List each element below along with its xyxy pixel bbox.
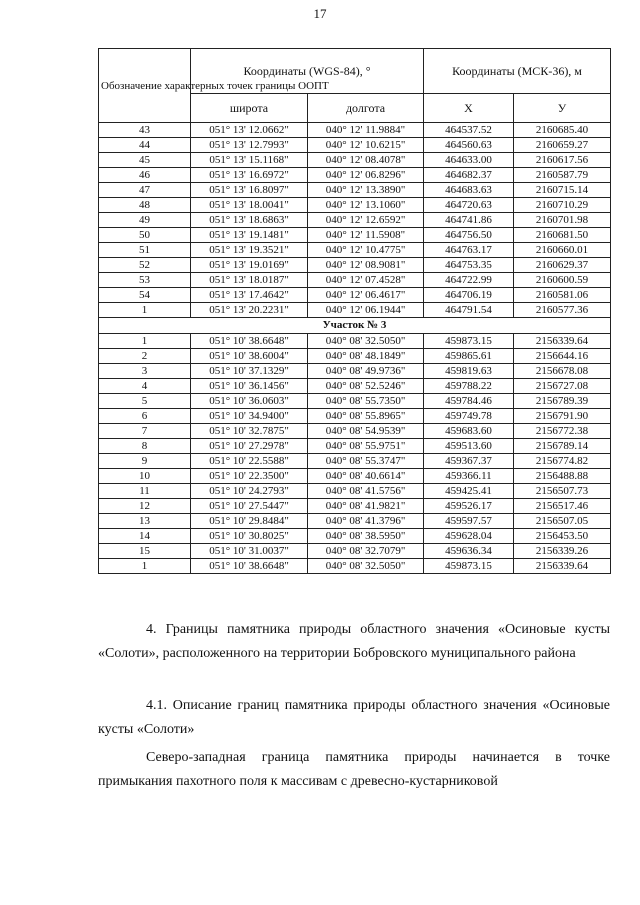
longitude-cell: 040° 12' 13.3890" xyxy=(308,183,424,198)
point-cell: 48 xyxy=(99,198,191,213)
x-cell: 459425.41 xyxy=(424,484,514,499)
longitude-cell: 040° 08' 52.5246" xyxy=(308,379,424,394)
longitude-cell: 040° 12' 06.8296" xyxy=(308,168,424,183)
longitude-cell: 040° 08' 32.5050" xyxy=(308,334,424,349)
y-cell: 2156339.26 xyxy=(514,544,611,559)
point-cell: 4 xyxy=(99,379,191,394)
header-y: У xyxy=(514,94,611,123)
longitude-cell: 040° 08' 40.6614" xyxy=(308,469,424,484)
y-cell: 2160659.27 xyxy=(514,138,611,153)
point-cell: 53 xyxy=(99,273,191,288)
point-cell: 1 xyxy=(99,559,191,574)
table-row xyxy=(99,153,611,168)
y-cell: 2160701.98 xyxy=(514,213,611,228)
table-row xyxy=(99,349,611,364)
point-cell: 3 xyxy=(99,364,191,379)
latitude-cell: 051° 10' 36.0603" xyxy=(191,394,308,409)
point-cell: 2 xyxy=(99,349,191,364)
longitude-cell: 040° 12' 10.4775" xyxy=(308,243,424,258)
y-cell: 2156791.90 xyxy=(514,409,611,424)
longitude-cell: 040° 12' 12.6592" xyxy=(308,213,424,228)
y-cell: 2156453.50 xyxy=(514,529,611,544)
y-cell: 2156678.08 xyxy=(514,364,611,379)
y-cell: 2160581.06 xyxy=(514,288,611,303)
point-cell: 1 xyxy=(99,334,191,349)
point-cell: 6 xyxy=(99,409,191,424)
point-cell: 54 xyxy=(99,288,191,303)
paragraph-section-4-1-text: 4.1. Описание границ памятника природы областного значения «Осиновые кусты «Солоти» xyxy=(98,698,610,737)
longitude-cell: 040° 08' 48.1849" xyxy=(308,349,424,364)
latitude-cell: 051° 10' 22.5588" xyxy=(191,454,308,469)
header-longitude: долгота xyxy=(308,94,424,123)
x-cell: 459597.57 xyxy=(424,514,514,529)
paragraph-section-4-text: 4. Границы памятника природы областного значения «Осиновые кусты «Солоти», расположенного на территории Бобровского муниципального района xyxy=(98,622,610,661)
point-cell: 12 xyxy=(99,499,191,514)
longitude-cell: 040° 08' 54.9539" xyxy=(308,424,424,439)
table-row xyxy=(99,424,611,439)
table-row xyxy=(99,334,611,349)
table-row xyxy=(99,364,611,379)
x-cell: 459628.04 xyxy=(424,529,514,544)
longitude-cell: 040° 12' 11.9884" xyxy=(308,123,424,138)
longitude-cell: 040° 08' 38.5950" xyxy=(308,529,424,544)
latitude-cell: 051° 13' 19.3521" xyxy=(191,243,308,258)
latitude-cell: 051° 10' 24.2793" xyxy=(191,484,308,499)
x-cell: 464741.86 xyxy=(424,213,514,228)
point-cell: 47 xyxy=(99,183,191,198)
table-row xyxy=(99,529,611,544)
table-row xyxy=(99,168,611,183)
x-cell: 459749.78 xyxy=(424,409,514,424)
section-title: Участок № 3 xyxy=(99,318,611,334)
y-cell: 2160617.56 xyxy=(514,153,611,168)
point-cell: 14 xyxy=(99,529,191,544)
y-cell: 2156644.16 xyxy=(514,349,611,364)
longitude-cell: 040° 12' 06.4617" xyxy=(308,288,424,303)
longitude-cell: 040° 08' 41.9821" xyxy=(308,499,424,514)
x-cell: 464763.17 xyxy=(424,243,514,258)
point-cell: 7 xyxy=(99,424,191,439)
point-cell: 44 xyxy=(99,138,191,153)
latitude-cell: 051° 10' 38.6004" xyxy=(191,349,308,364)
longitude-cell: 040° 12' 13.1060" xyxy=(308,198,424,213)
latitude-cell: 051° 13' 18.6863" xyxy=(191,213,308,228)
header-wgs84: Координаты (WGS-84), ° xyxy=(191,49,424,94)
y-cell: 2156339.64 xyxy=(514,559,611,574)
y-cell: 2156727.08 xyxy=(514,379,611,394)
latitude-cell: 051° 10' 29.8484" xyxy=(191,514,308,529)
y-cell: 2160681.50 xyxy=(514,228,611,243)
table-row xyxy=(99,123,611,138)
table-row xyxy=(99,514,611,529)
table-row xyxy=(99,303,611,318)
y-cell: 2156774.82 xyxy=(514,454,611,469)
longitude-cell: 040° 08' 55.9751" xyxy=(308,439,424,454)
y-cell: 2156507.05 xyxy=(514,514,611,529)
table-row xyxy=(99,228,611,243)
x-cell: 459865.61 xyxy=(424,349,514,364)
table-row xyxy=(99,198,611,213)
y-cell: 2160660.01 xyxy=(514,243,611,258)
longitude-cell: 040° 08' 32.5050" xyxy=(308,559,424,574)
y-cell: 2160629.37 xyxy=(514,258,611,273)
longitude-cell: 040° 08' 55.3747" xyxy=(308,454,424,469)
latitude-cell: 051° 10' 22.3500" xyxy=(191,469,308,484)
table-row xyxy=(99,243,611,258)
page-number: 17 xyxy=(313,6,327,21)
y-cell: 2160587.79 xyxy=(514,168,611,183)
table-row xyxy=(99,409,611,424)
point-cell: 43 xyxy=(99,123,191,138)
y-cell: 2156517.46 xyxy=(514,499,611,514)
table-row xyxy=(99,258,611,273)
longitude-cell: 040° 12' 08.4078" xyxy=(308,153,424,168)
latitude-cell: 051° 13' 17.4642" xyxy=(191,288,308,303)
latitude-cell: 051° 10' 31.0037" xyxy=(191,544,308,559)
point-cell: 13 xyxy=(99,514,191,529)
paragraph-section-4-1 xyxy=(98,694,610,742)
latitude-cell: 051° 10' 27.2978" xyxy=(191,439,308,454)
latitude-cell: 051° 13' 15.1168" xyxy=(191,153,308,168)
y-cell: 2160710.29 xyxy=(514,198,611,213)
longitude-cell: 040° 08' 41.5756" xyxy=(308,484,424,499)
latitude-cell: 051° 10' 30.8025" xyxy=(191,529,308,544)
point-cell: 49 xyxy=(99,213,191,228)
longitude-cell: 040° 12' 10.6215" xyxy=(308,138,424,153)
longitude-cell: 040° 12' 08.9081" xyxy=(308,258,424,273)
longitude-cell: 040° 08' 32.7079" xyxy=(308,544,424,559)
table-row xyxy=(99,454,611,469)
y-cell: 2160685.40 xyxy=(514,123,611,138)
latitude-cell: 051° 13' 12.7993" xyxy=(191,138,308,153)
table-row xyxy=(99,544,611,559)
point-cell: 52 xyxy=(99,258,191,273)
point-cell: 46 xyxy=(99,168,191,183)
x-cell: 464753.35 xyxy=(424,258,514,273)
table-row xyxy=(99,499,611,514)
latitude-cell: 051° 13' 16.6972" xyxy=(191,168,308,183)
x-cell: 464722.99 xyxy=(424,273,514,288)
x-cell: 464791.54 xyxy=(424,303,514,318)
y-cell: 2156507.73 xyxy=(514,484,611,499)
latitude-cell: 051° 10' 38.6648" xyxy=(191,334,308,349)
latitude-cell: 051° 10' 34.9400" xyxy=(191,409,308,424)
table-row xyxy=(99,138,611,153)
paragraph-boundary-description-text: Северо-западная граница памятника природы начинается в точке примыкания пахотного поля к массивам с древесно-кустарниковой xyxy=(98,750,610,789)
header-latitude: широта xyxy=(191,94,308,123)
longitude-cell: 040° 08' 55.7350" xyxy=(308,394,424,409)
x-cell: 464683.63 xyxy=(424,183,514,198)
point-cell: 45 xyxy=(99,153,191,168)
header-x: X xyxy=(424,94,514,123)
y-cell: 2160600.59 xyxy=(514,273,611,288)
table-row xyxy=(99,273,611,288)
table-row xyxy=(99,213,611,228)
latitude-cell: 051° 13' 20.2231" xyxy=(191,303,308,318)
x-cell: 459526.17 xyxy=(424,499,514,514)
x-cell: 464756.50 xyxy=(424,228,514,243)
longitude-cell: 040° 12' 07.4528" xyxy=(308,273,424,288)
latitude-cell: 051° 10' 32.7875" xyxy=(191,424,308,439)
latitude-cell: 051° 13' 18.0187" xyxy=(191,273,308,288)
point-cell: 9 xyxy=(99,454,191,469)
x-cell: 459784.46 xyxy=(424,394,514,409)
point-cell: 11 xyxy=(99,484,191,499)
longitude-cell: 040° 12' 06.1944" xyxy=(308,303,424,318)
longitude-cell: 040° 12' 11.5908" xyxy=(308,228,424,243)
table-row xyxy=(99,469,611,484)
point-cell: 51 xyxy=(99,243,191,258)
x-cell: 464706.19 xyxy=(424,288,514,303)
latitude-cell: 051° 13' 19.1481" xyxy=(191,228,308,243)
y-cell: 2156339.64 xyxy=(514,334,611,349)
table-row xyxy=(99,559,611,574)
x-cell: 459513.60 xyxy=(424,439,514,454)
point-cell: 8 xyxy=(99,439,191,454)
x-cell: 459873.15 xyxy=(424,559,514,574)
y-cell: 2156789.14 xyxy=(514,439,611,454)
latitude-cell: 051° 13' 12.0662" xyxy=(191,123,308,138)
y-cell: 2156488.88 xyxy=(514,469,611,484)
latitude-cell: 051° 10' 37.1329" xyxy=(191,364,308,379)
x-cell: 464720.63 xyxy=(424,198,514,213)
point-cell: 1 xyxy=(99,303,191,318)
header-msk36: Координаты (МСК-36), м xyxy=(424,49,611,94)
coordinates-table xyxy=(98,48,611,574)
table-row xyxy=(99,394,611,409)
latitude-cell: 051° 10' 38.6648" xyxy=(191,559,308,574)
x-cell: 459819.63 xyxy=(424,364,514,379)
longitude-cell: 040° 08' 55.8965" xyxy=(308,409,424,424)
latitude-cell: 051° 13' 16.8097" xyxy=(191,183,308,198)
y-cell: 2156772.38 xyxy=(514,424,611,439)
table-body-part-a xyxy=(99,123,611,318)
y-cell: 2160715.14 xyxy=(514,183,611,198)
x-cell: 459366.11 xyxy=(424,469,514,484)
latitude-cell: 051° 10' 36.1456" xyxy=(191,379,308,394)
x-cell: 464682.37 xyxy=(424,168,514,183)
y-cell: 2160577.36 xyxy=(514,303,611,318)
x-cell: 459873.15 xyxy=(424,334,514,349)
point-cell: 15 xyxy=(99,544,191,559)
point-cell: 50 xyxy=(99,228,191,243)
header-point-designation: Обозначение характерных точек границы ООПТ xyxy=(99,49,191,123)
x-cell: 459367.37 xyxy=(424,454,514,469)
y-cell: 2156789.39 xyxy=(514,394,611,409)
longitude-cell: 040° 08' 49.9736" xyxy=(308,364,424,379)
latitude-cell: 051° 13' 19.0169" xyxy=(191,258,308,273)
x-cell: 459683.60 xyxy=(424,424,514,439)
x-cell: 459636.34 xyxy=(424,544,514,559)
table-body-part-b xyxy=(99,334,611,574)
paragraph-section-4 xyxy=(98,618,610,666)
latitude-cell: 051° 13' 18.0041" xyxy=(191,198,308,213)
table-row xyxy=(99,288,611,303)
point-cell: 10 xyxy=(99,469,191,484)
latitude-cell: 051° 10' 27.5447" xyxy=(191,499,308,514)
point-cell: 5 xyxy=(99,394,191,409)
table-row xyxy=(99,183,611,198)
x-cell: 464633.00 xyxy=(424,153,514,168)
longitude-cell: 040° 08' 41.3796" xyxy=(308,514,424,529)
table-row xyxy=(99,439,611,454)
table-row xyxy=(99,484,611,499)
x-cell: 464560.63 xyxy=(424,138,514,153)
x-cell: 464537.52 xyxy=(424,123,514,138)
table-row xyxy=(99,379,611,394)
paragraph-boundary-description xyxy=(98,746,610,794)
x-cell: 459788.22 xyxy=(424,379,514,394)
